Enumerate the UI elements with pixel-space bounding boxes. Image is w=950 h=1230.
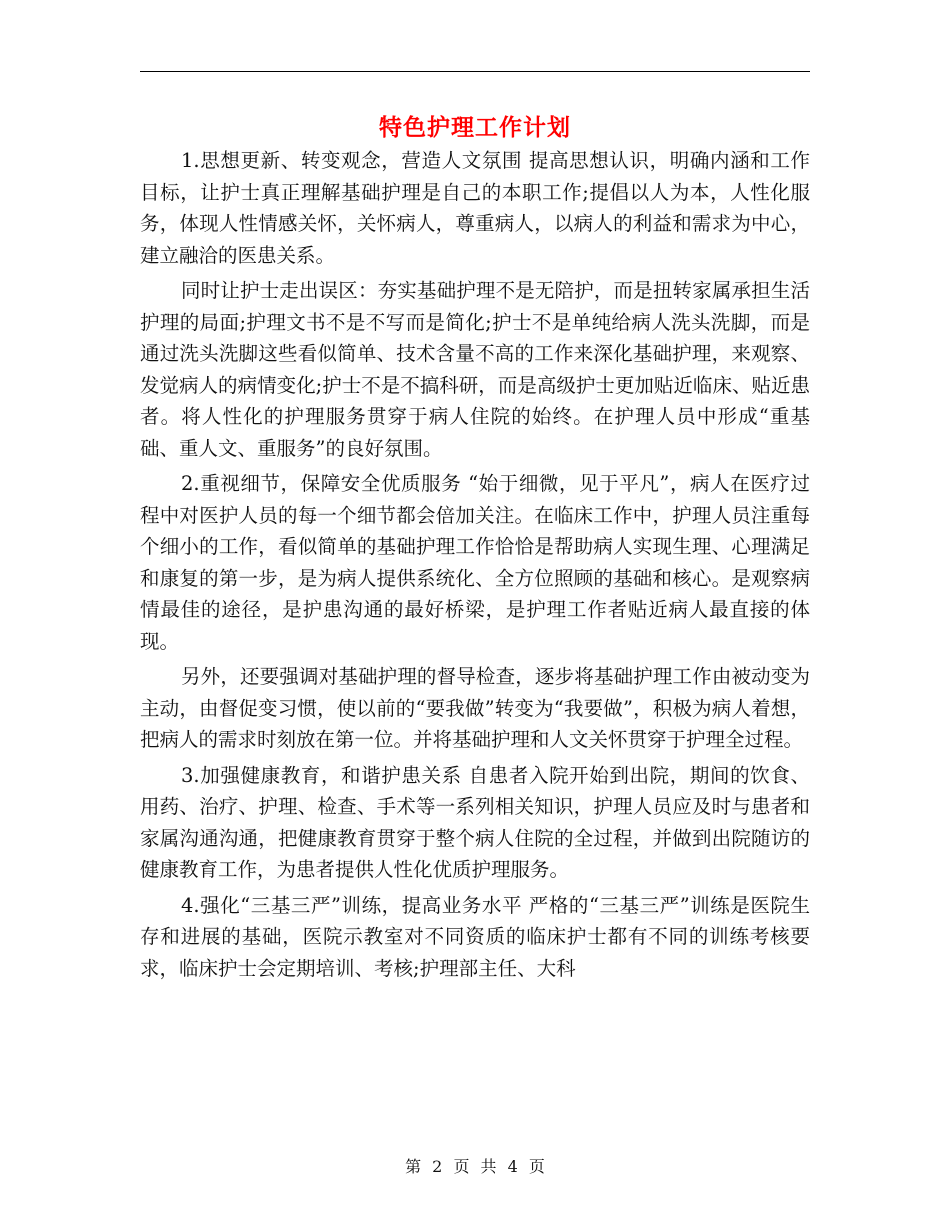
paragraph-3: 2.重视细节，保障安全优质服务 “始于细微，见于平凡”，病人在医疗过程中对医护人员的每一个细节都会倍加关注。在临床工作中，护理人员注重每个细小的工作，看似简单的基础护理工作恰恰是帮助病人实现生理、心理满足和康复的第一步，是为病人提供系统化、全方位照顾的基础和核心。是观察病情最佳的途径，是护患沟通的最好桥梁，是护理工作者贴近病人最直接的体现。 [140,472,810,653]
document-title: 特色护理工作计划 [379,114,571,141]
document-body [140,145,810,988]
paragraph-4: 另外，还要强调对基础护理的督导检查，逐步将基础护理工作由被动变为主动，由督促变习惯，使以前的“要我做”转变为“我要做”，积极为病人着想，把病人的需求时刻放在第一位。并将基础护理和人文关怀贯穿于护理全过程。 [140,665,810,751]
header-rule [140,71,810,72]
page-number-footer: 第 2 页 共 4 页 [405,1157,545,1176]
paragraph-2: 同时让护士走出误区：夯实基础护理不是无陪护，而是扭转家属承担生活护理的局面;护理文书不是不写而是简化;护士不是单纯给病人洗头洗脚，而是通过洗头洗脚这些看似简单、技术含量不高的工作来深化基础护理，来观察、发觉病人的病情变化;护士不是不搞科研，而是高级护士更加贴近临床、贴近患者。将人性化的护理服务贯穿于病人住院的始终。在护理人员中形成“重基础、重人文、重服务”的良好氛围。 [140,279,810,460]
paragraph-5: 3.加强健康教育，和谐护患关系 自患者入院开始到出院，期间的饮食、用药、治疗、护理、检查、手术等一系列相关知识，护理人员应及时与患者和家属沟通沟通，把健康教育贯穿于整个病人住院的全过程，并做到出院随访的健康教育工作，为患者提供人性化优质护理服务。 [140,763,810,881]
paragraph-6: 4.强化“三基三严”训练，提高业务水平 严格的“三基三严”训练是医院生存和进展的基础，医院示教室对不同资质的临床护士都有不同的训练考核要求，临床护士会定期培训、考核;护理部主任、大科 [140,893,810,980]
paragraph-1: 1.思想更新、转变观念，营造人文氛围 提高思想认识，明确内涵和工作目标，让护士真正理解基础护理是自己的本职工作;提倡以人为本，人性化服务，体现人性情感关怀，关怀病人，尊重病人，以病人的利益和需求为中心，建立融洽的医患关系。 [140,149,810,267]
